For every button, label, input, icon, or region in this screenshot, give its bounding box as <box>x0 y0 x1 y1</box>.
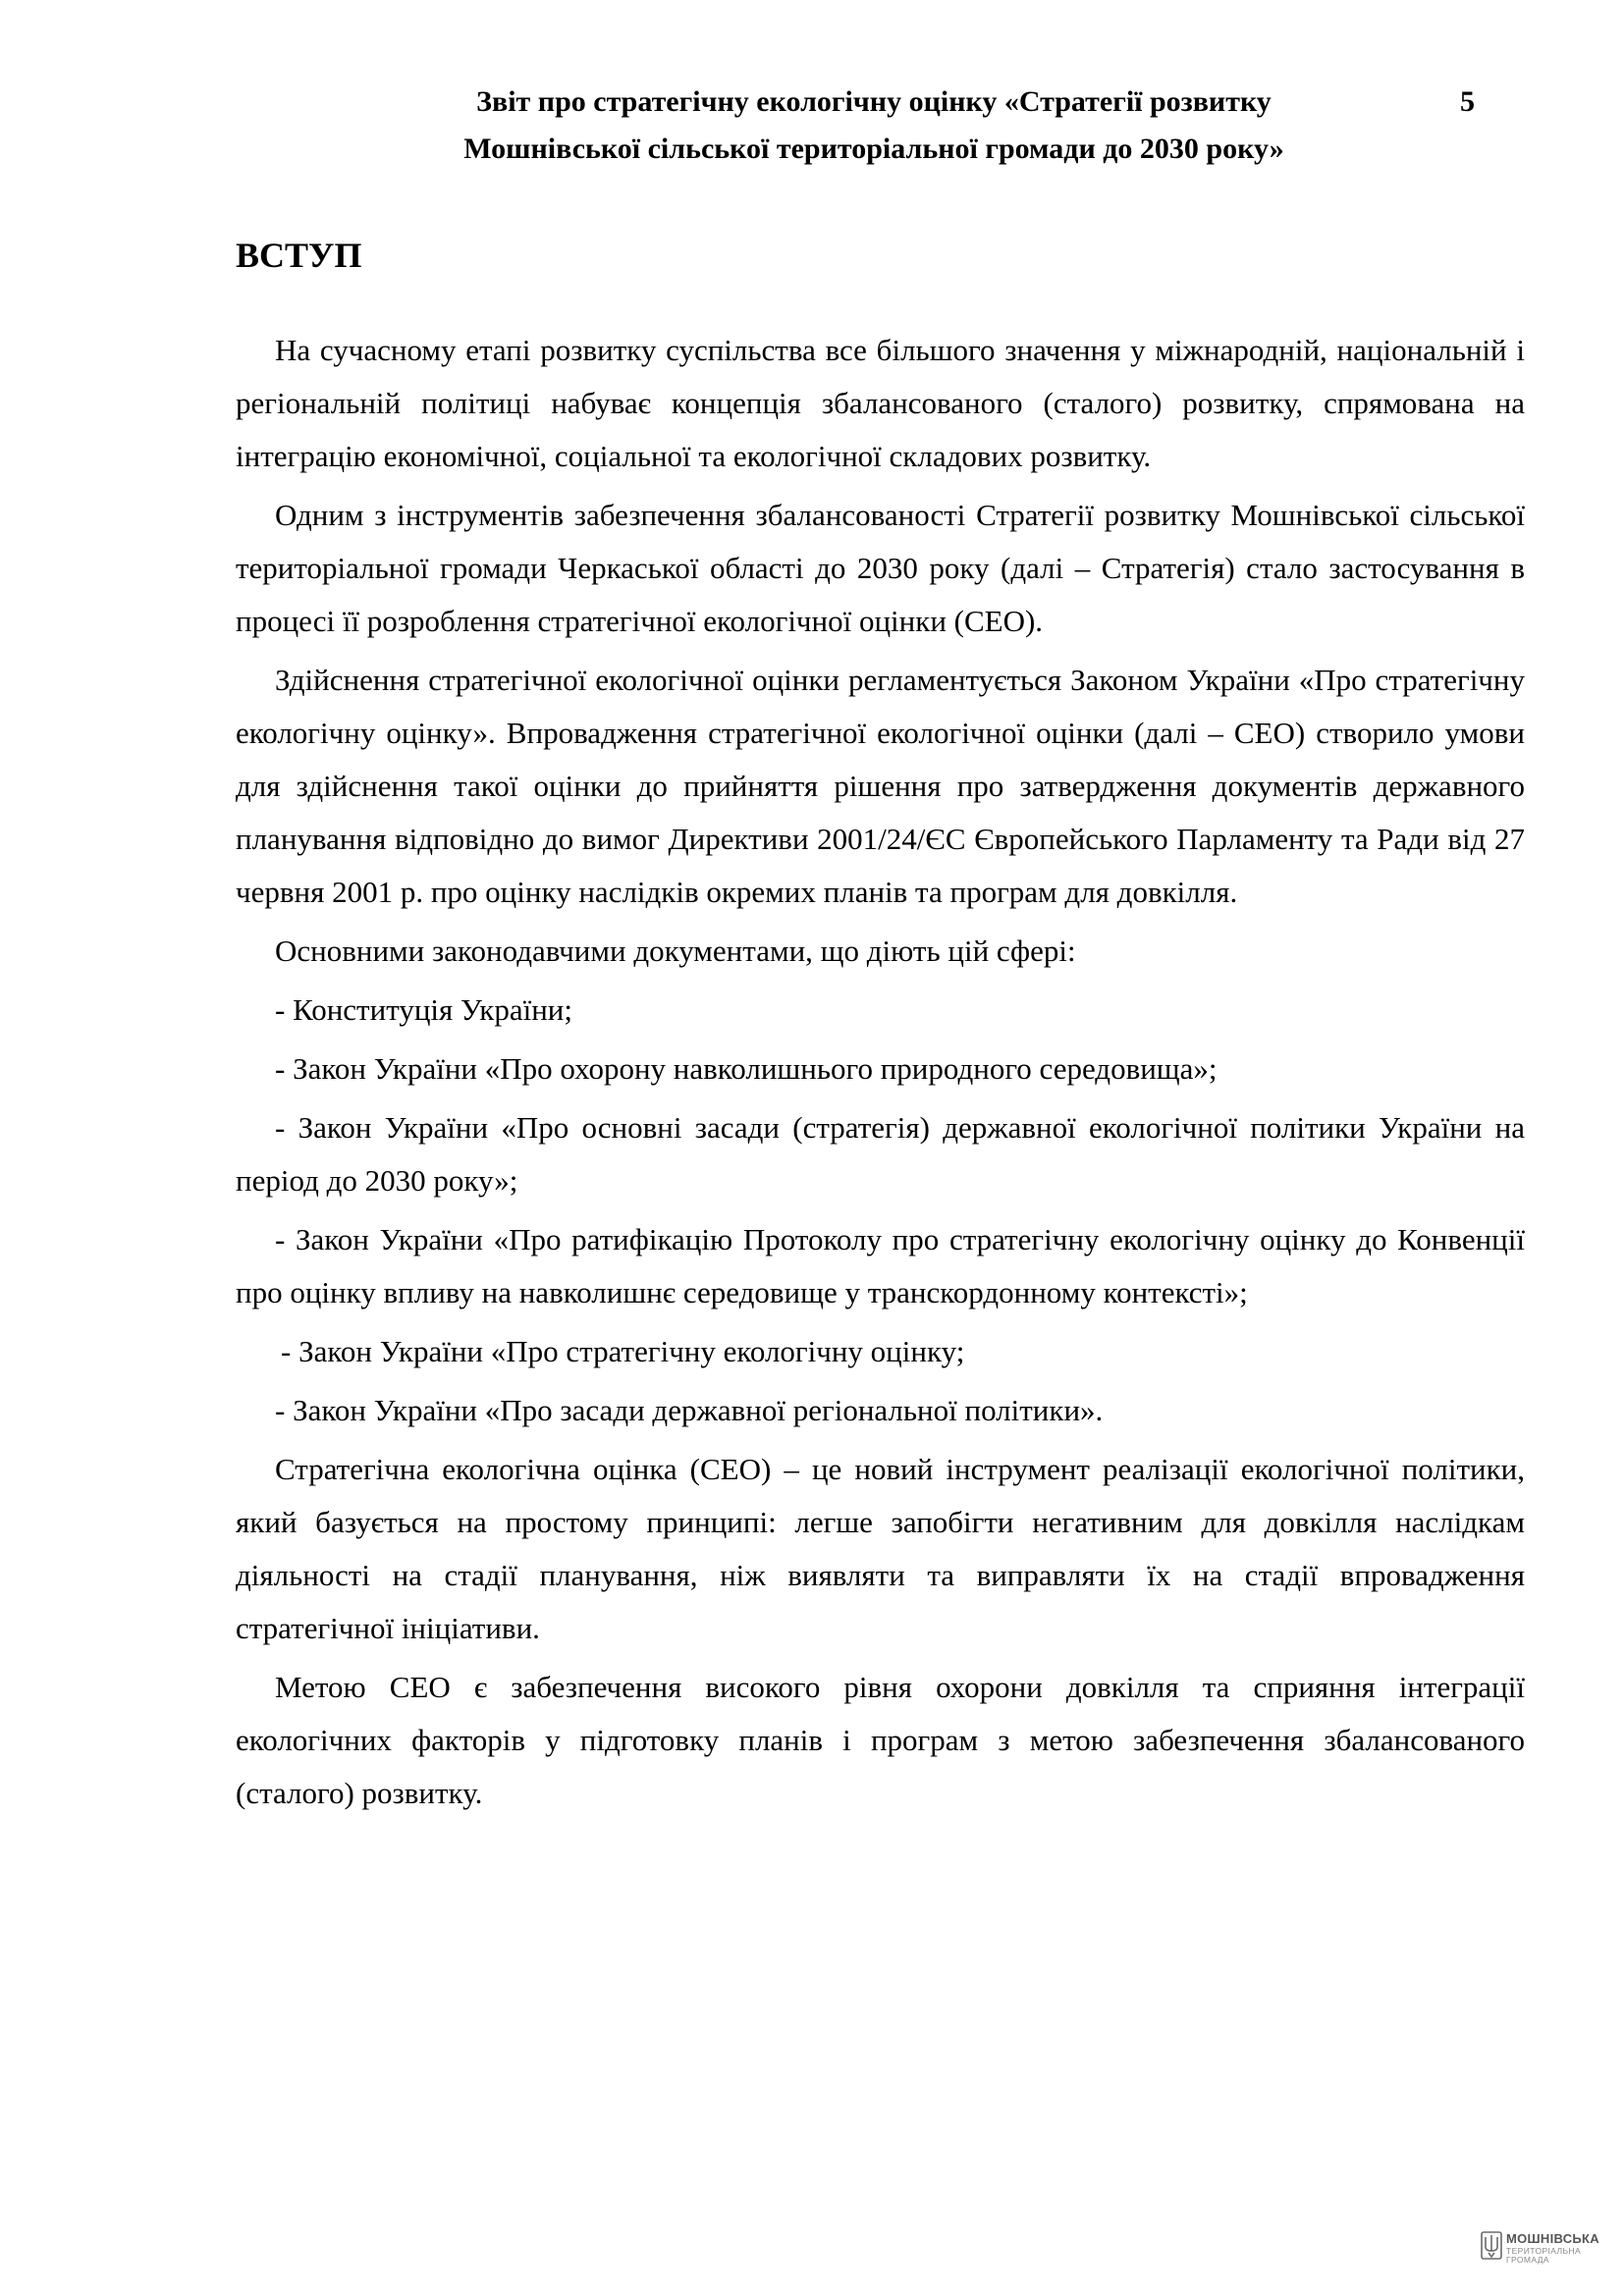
list-item-policy-law: - Закон України «Про основні засади (стратегія) державної екологічної політики України на період до 2030 року»; <box>236 1110 1525 1198</box>
header-title-line-2: Мошнівської сільської територіальної громади до 2030 року» <box>463 133 1284 165</box>
paragraph-legislation-intro: Основними законодавчими документами, що діють цій сфері: <box>275 934 1076 968</box>
logo-line-3: ГРОМАДА <box>1506 2254 1549 2265</box>
community-logo <box>1481 2220 1618 2275</box>
logo-line-2: ТЕРИТОРІАЛЬНА <box>1506 2246 1582 2256</box>
section-title: ВСТУП <box>236 236 362 275</box>
list-item-sea-law: - Закон України «Про стратегічну екологічну оцінку; <box>281 1334 965 1368</box>
paragraph-sea-goal: Метою СЕО є забезпечення високого рівня охорони довкілля та сприяння інтеграції екологічних факторів у підготовку планів і програм з метою забезпечення збалансованого (сталого) розвитку. <box>236 1670 1525 1810</box>
body-text <box>236 324 1525 1820</box>
paragraph-intro: На сучасному етапі розвитку суспільства все більшого значення у міжнародній, національній і регіональній політиці набуває концепція збалансованого (сталого) розвитку, спрямована на інтеграцію економічної, соціальної та екологічної складових розвитку. <box>236 333 1525 473</box>
document-header <box>353 79 1394 173</box>
trident-icon <box>1481 2231 1502 2265</box>
paragraph-sea-definition: Стратегічна екологічна оцінка (СЕО) – це новий інструмент реалізації екологічної політики, який базується на простому принципі: легше запобігти негативним для довкілля наслідкам діяльності на стадії планування, ніж виявляти та виправляти їх на стадії впровадження стратегічної ініціативи. <box>236 1452 1525 1645</box>
list-item-protocol-law: - Закон України «Про ратифікацію Протоколу про стратегічну екологічну оцінку до Конвенції про оцінку впливу на навколишнє середовище у транскордонному контексті»; <box>236 1222 1525 1309</box>
logo-text <box>1506 2232 1599 2264</box>
logo-line-1: МОШНІВСЬКА <box>1506 2231 1599 2246</box>
header-title-line-1: Звіт про стратегічну екологічну оцінку «Стратегії розвитку <box>476 85 1272 118</box>
page-number: 5 <box>1460 85 1475 118</box>
list-item-environment-law: - Закон України «Про охорону навколишнього природного середовища»; <box>275 1051 1218 1086</box>
list-item-regional-law: - Закон України «Про засади державної регіональної політики». <box>275 1393 1104 1427</box>
list-item-constitution: - Конституція України; <box>275 992 572 1027</box>
paragraph-instruments: Одним з інструментів забезпечення збалансованості Стратегії розвитку Мошнівської сільської територіальної громади Черкаської області до 2030 року (далі – Стратегія) стало застосування в процесі її розроблення стратегічної екологічної оцінки (СЕО). <box>236 498 1525 638</box>
paragraph-regulation: Здійснення стратегічної екологічної оцінки регламентується Законом України «Про стратегічну екологічну оцінку». Впровадження стратегічної екологічної оцінки (далі – СЕО) створило умови для здійснення такої оцінки до прийняття рішення про затвердження документів державного планування відповідно до вимог Директиви 2001/24/ЄС Європейського Парламенту та Ради від 27 червня 2001 р. про оцінку наслідків окремих планів та програм для довкілля. <box>236 663 1525 909</box>
